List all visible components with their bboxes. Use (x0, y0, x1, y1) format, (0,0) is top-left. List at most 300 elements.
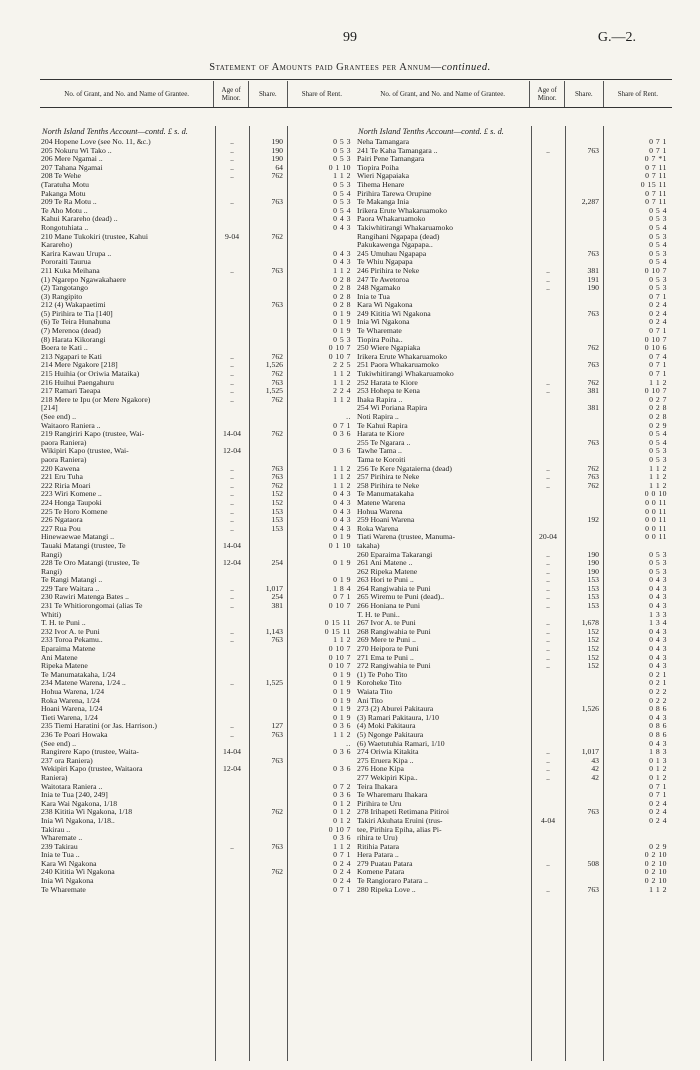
share-value (565, 525, 603, 534)
share-value (565, 722, 603, 731)
grantee-name: 231 Te Whitiorongomai (alias Te (41, 602, 143, 611)
rent-value: 0 7 1 (649, 138, 667, 146)
table-row (356, 765, 672, 774)
rent-value: 0 15 11 (640, 180, 667, 189)
table-row (40, 318, 356, 327)
minor-age (531, 301, 565, 310)
rent-value (287, 456, 356, 465)
share-value (249, 327, 287, 336)
grantee-name: T. H. te Puni .. (41, 619, 86, 628)
grantee-name: 227 Rua Pou (41, 524, 81, 533)
minor-age (531, 215, 565, 224)
grantee-name: Hoani Warena, 1/24 (41, 705, 103, 714)
table-row (40, 181, 356, 190)
share-value (249, 886, 287, 895)
rent-value: 0 5 3 (649, 275, 667, 284)
rent-value: 1 1 2 (333, 730, 351, 739)
share-value: 762 (271, 395, 283, 404)
share-value: 190 (587, 550, 599, 559)
grantee-name: 269 Mere te Puni .. (357, 636, 416, 645)
share-value: 763 (587, 309, 599, 318)
table-row (356, 318, 672, 327)
table-row (40, 422, 356, 431)
share-value: 191 (587, 275, 599, 284)
rent-value: 0 3 6 (333, 430, 351, 439)
minor-age: .. (230, 138, 234, 146)
minor-age (215, 808, 249, 817)
minor-age: .. (546, 602, 550, 611)
share-value: 42 (591, 773, 599, 782)
table-row (40, 619, 356, 628)
rent-value: 0 15 11 (324, 627, 351, 636)
minor-age: .. (230, 172, 234, 181)
rent-value: 0 2 4 (649, 309, 667, 318)
table-row (40, 482, 356, 491)
share-value (565, 783, 603, 792)
rent-value: 1 3 4 (649, 619, 667, 628)
grantee-name: 220 Kawena (41, 464, 80, 473)
header-name: No. of Grant, and No. and Name of Grantee. (356, 81, 530, 107)
minor-age: .. (546, 464, 550, 473)
minor-age: .. (546, 266, 550, 275)
rent-value: 0 5 3 (649, 550, 667, 559)
rent-value: 0 2 1 (649, 679, 667, 688)
grantee-name: 279 Puatau Patara (357, 859, 413, 868)
grantee-name: Tiati Warena (trustee, Manuma- (357, 533, 456, 542)
minor-age (215, 886, 249, 895)
rent-value: 0 2 9 (649, 842, 667, 851)
grantee-name: Boera te Kati .. (41, 344, 88, 353)
rent-value: 0 3 6 (333, 834, 351, 843)
table-row (40, 679, 356, 688)
table-row (40, 284, 356, 293)
share-value (565, 714, 603, 723)
grantee-name: 247 Te Awetoroa (357, 275, 409, 284)
minor-age (531, 370, 565, 379)
share-value (249, 740, 287, 749)
table-row (356, 379, 672, 388)
grantee-name: Inia te Tua [240, 249] (41, 791, 108, 800)
rent-value: 0 1 2 (333, 816, 351, 825)
share-value (565, 422, 603, 431)
rent-value (287, 404, 356, 413)
rent-value: 0 3 6 (333, 722, 351, 731)
share-value (249, 697, 287, 706)
grantee-name: 236 Te Poari Howaka (41, 730, 108, 739)
table-row (356, 791, 672, 800)
rent-value: 0 5 3 (333, 198, 351, 207)
minor-age (215, 327, 249, 336)
share-value (249, 826, 287, 835)
rent-value: 0 5 3 (649, 455, 667, 464)
share-value (565, 396, 603, 405)
minor-age (531, 155, 565, 164)
share-value (565, 508, 603, 517)
table-row (40, 886, 356, 895)
table-row (40, 215, 356, 224)
grantee-name: 222 Riria Moari (41, 481, 91, 490)
minor-age (531, 310, 565, 319)
minor-age (215, 817, 249, 826)
share-value: 763 (271, 636, 283, 645)
share-value: 152 (587, 653, 599, 662)
table-row (356, 198, 672, 207)
grantee-name: Tiopira Poiha.. (357, 335, 403, 344)
table-row (40, 490, 356, 499)
table-row (356, 602, 672, 611)
share-value: 1,017 (581, 748, 599, 757)
share-value: 763 (587, 249, 599, 258)
table-row (356, 654, 672, 663)
grantee-name: Inia Wi Ngakona (41, 877, 94, 886)
share-value: 762 (271, 172, 283, 181)
table-row (40, 740, 356, 749)
grantee-name: 259 Hoani Warena (357, 516, 415, 525)
table-row (356, 147, 672, 156)
rent-value: 0 4 3 (649, 627, 667, 636)
table-row (40, 817, 356, 826)
table-row (40, 525, 356, 534)
rent-value: 0 10 7 (328, 352, 351, 361)
rent-value: 0 2 8 (649, 413, 667, 421)
minor-age: .. (230, 163, 234, 172)
minor-age (531, 404, 565, 413)
rent-value (287, 439, 356, 448)
minor-age: 14-04 (223, 541, 241, 550)
table-row (40, 224, 356, 233)
minor-age (531, 499, 565, 508)
minor-age (215, 877, 249, 886)
grantee-name: Eparaima Matene (41, 645, 96, 654)
right-lsd-label: £ s. d. (483, 127, 504, 136)
grantee-name: Ani Tito (357, 696, 383, 705)
rent-value: 0 2 4 (333, 877, 351, 886)
rent-value: 0 1 9 (333, 533, 351, 542)
share-value (565, 293, 603, 302)
grantee-name: (3) Ramari Pakitaura, 1/10 (357, 713, 439, 722)
grantee-name: 218 Mere te Ipu (or Mere Ngakore) (41, 395, 151, 404)
right-body (356, 126, 672, 1061)
minor-age (215, 551, 249, 560)
table-row (356, 757, 672, 766)
rent-value: 0 5 3 (333, 180, 351, 189)
share-value (249, 422, 287, 431)
rent-value: 0 5 3 (649, 567, 667, 576)
grantee-name: Inia Wi Ngakona (357, 318, 410, 327)
rent-value: 0 1 10 (328, 163, 351, 172)
minor-age: .. (230, 266, 234, 275)
minor-age (531, 318, 565, 327)
rent-value: 0 0 11 (645, 533, 667, 542)
minor-age: .. (230, 730, 234, 739)
minor-age (215, 284, 249, 293)
minor-age: .. (546, 559, 550, 568)
minor-age: .. (230, 593, 234, 602)
rent-value: 1 8 3 (649, 748, 667, 757)
rent-value: 0 7 1 (649, 782, 667, 791)
table-row (356, 172, 672, 181)
rent-value: 0 5 3 (649, 559, 667, 568)
table-row (356, 344, 672, 353)
grantee-name: Irikera Erute Whakaruamoko (357, 352, 447, 361)
rent-value: 0 7 1 (333, 421, 351, 430)
grantee-name: Koroheke Tito (357, 679, 402, 688)
page-number: 99 (343, 30, 357, 45)
grantee-name: Rangirere Kapo (trustee, Waita- (41, 748, 139, 757)
minor-age (531, 731, 565, 740)
table-row (356, 808, 672, 817)
minor-age: .. (230, 602, 234, 611)
grantee-name: Tiopira Poiha (357, 163, 399, 172)
rent-value: 0 5 4 (649, 258, 667, 267)
minor-age: .. (546, 481, 550, 490)
minor-age (531, 843, 565, 852)
header-rent: Share of Rent. (617, 90, 658, 98)
header-name: No. of Grant, and No. and Name of Grantee. (40, 81, 214, 107)
table-row (356, 276, 672, 285)
rent-value: 0 7 1 (649, 292, 667, 301)
rent-value (603, 542, 672, 551)
table-row (356, 465, 672, 474)
rent-value: 0 1 9 (333, 705, 351, 714)
grantee-name: takaha) (357, 541, 380, 550)
rent-value: 0 2 10 (644, 859, 667, 868)
table-row (356, 516, 672, 525)
minor-age (531, 714, 565, 723)
minor-age (215, 250, 249, 259)
rent-value: 0 1 9 (333, 713, 351, 722)
minor-age: .. (546, 473, 550, 482)
rent-value: 0 5 3 (649, 215, 667, 224)
share-value (565, 413, 603, 422)
minor-age (531, 826, 565, 835)
share-value: 254 (271, 559, 283, 568)
grantee-name: 208 Te Wehe (41, 172, 81, 181)
rent-value (287, 774, 356, 783)
table-row (356, 284, 672, 293)
minor-age (531, 336, 565, 345)
share-value: 763 (271, 464, 283, 473)
grantee-name: Waitotara Raniera .. (41, 782, 103, 791)
minor-age (531, 439, 565, 448)
rent-value: 0 5 3 (649, 284, 667, 293)
rent-value: 0 7 11 (645, 163, 667, 172)
share-value: 153 (271, 524, 283, 533)
rent-value (287, 241, 356, 250)
rent-value: 1 1 2 (333, 473, 351, 482)
share-value (249, 241, 287, 250)
minor-age (531, 422, 565, 431)
rent-value: 0 5 4 (649, 223, 667, 232)
minor-age (215, 224, 249, 233)
rent-value: 0 2 2 (649, 696, 667, 705)
minor-age: .. (546, 645, 550, 654)
grantee-name: 272 Rangiwahia te Puni (357, 662, 431, 671)
grantee-name: Ritihia Patara (357, 842, 400, 851)
share-value (249, 619, 287, 628)
table-row (356, 370, 672, 379)
minor-age: .. (230, 524, 234, 533)
share-value (565, 826, 603, 835)
right-section-title: North Island Tenths Account—contd. (358, 127, 482, 136)
minor-age (215, 662, 249, 671)
table-row (40, 404, 356, 413)
rent-value: 0 10 7 (644, 387, 667, 396)
rent-value: 0 0 11 (645, 498, 667, 507)
table-row (40, 370, 356, 379)
table-row (356, 843, 672, 852)
rent-value: 0 1 2 (649, 773, 667, 782)
grantee-name: Te Manumatakaha, 1/24 (41, 670, 116, 679)
table-row (40, 361, 356, 370)
share-value: 763 (271, 473, 283, 482)
share-value: 763 (271, 842, 283, 851)
grantee-name: Te Manumatakaha (357, 490, 414, 499)
share-value (249, 447, 287, 456)
share-value: 762 (271, 232, 283, 241)
table-row (356, 697, 672, 706)
rent-value: 0 1 3 (649, 756, 667, 765)
minor-age: .. (230, 395, 234, 404)
share-value: 763 (587, 473, 599, 482)
rent-value: 0 4 3 (649, 602, 667, 611)
minor-age (215, 215, 249, 224)
rent-value: 0 7 1 (333, 851, 351, 860)
share-value (565, 697, 603, 706)
grantee-name: paora Raniera) (41, 438, 87, 447)
rent-value: 0 4 3 (649, 645, 667, 654)
table-row (356, 636, 672, 645)
table-row (356, 688, 672, 697)
share-value (565, 224, 603, 233)
table-row (356, 482, 672, 491)
rent-value: 0 4 3 (333, 258, 351, 267)
share-value: 763 (271, 198, 283, 207)
rent-value: 0 5 3 (649, 447, 667, 456)
grantee-name: Inia te Tua .. (41, 851, 80, 860)
minor-age (531, 258, 565, 267)
share-value (249, 276, 287, 285)
rent-value: 0 10 7 (328, 344, 351, 353)
grantee-name: Matene Warena (357, 498, 406, 507)
rent-value: 0 8 6 (649, 722, 667, 731)
table-row (40, 327, 356, 336)
table-row (40, 387, 356, 396)
minor-age: .. (230, 387, 234, 396)
minor-age (531, 361, 565, 370)
grantee-name: Pororaiti Taurua (41, 258, 91, 267)
top-rule (40, 79, 672, 80)
rent-value: 0 7 2 (333, 782, 351, 791)
share-value (565, 499, 603, 508)
table-row (40, 671, 356, 680)
minor-age: .. (230, 842, 234, 851)
share-value: 763 (271, 301, 283, 310)
minor-age: .. (546, 619, 550, 628)
grantee-name: Rangi) (41, 567, 62, 576)
share-value: 153 (587, 576, 599, 585)
share-value (565, 172, 603, 181)
share-value (565, 791, 603, 800)
rent-value: 0 1 9 (333, 327, 351, 336)
share-value: 190 (587, 567, 599, 576)
minor-age: .. (546, 773, 550, 782)
grantee-name: 214 Mere Ngakore [218] (41, 361, 118, 370)
minor-age (531, 697, 565, 706)
table-row (40, 198, 356, 207)
grantee-name: 240 Kititia Wi Ngakona (41, 868, 115, 877)
grantee-name: Te Aho Motu .. (41, 206, 88, 215)
grantee-name: Pakukawenga Ngapapa.. (357, 241, 433, 250)
table-row (356, 190, 672, 199)
minor-age (531, 800, 565, 809)
share-value: 762 (587, 481, 599, 490)
minor-age: .. (546, 284, 550, 293)
minor-age (531, 542, 565, 551)
share-value (565, 679, 603, 688)
rent-value: 1 1 2 (333, 636, 351, 645)
minor-age: .. (546, 627, 550, 636)
rent-value: 0 2 4 (649, 808, 667, 817)
rent-value: 0 5 3 (649, 232, 667, 241)
table-row (356, 241, 672, 250)
grantee-name: 217 Ramari Taeapa (41, 387, 101, 396)
share-value: 763 (587, 146, 599, 155)
grantee-name: 256 Te Kere Ngataierna (dead) (357, 464, 452, 473)
rent-value: 0 1 2 (649, 765, 667, 774)
rent-value (287, 551, 356, 560)
share-value (565, 258, 603, 267)
minor-age (531, 679, 565, 688)
minor-age (531, 164, 565, 173)
grantee-name: Te Wharemate (357, 327, 402, 336)
grantee-name: (7) Merenoa (dead) (41, 327, 101, 336)
share-value (565, 447, 603, 456)
table-row (356, 224, 672, 233)
minor-age (531, 490, 565, 499)
rent-value: 0 5 4 (649, 430, 667, 439)
share-value (249, 310, 287, 319)
grantee-name: 268 Rangiwahia te Puni (357, 627, 431, 636)
table-row (356, 551, 672, 560)
share-value (249, 293, 287, 302)
minor-age (531, 138, 565, 147)
rent-value: 0 7 1 (649, 370, 667, 379)
grantee-name: T. H. te Puni.. (357, 610, 400, 619)
rent-value: 0 10 7 (644, 266, 667, 275)
grantee-name: 251 Paora Whakaruamoko (357, 361, 439, 370)
share-value (565, 834, 603, 843)
rent-value: .. (346, 413, 351, 421)
minor-age: .. (546, 859, 550, 868)
share-value: 153 (271, 516, 283, 525)
grantee-name: Teira Ihakara (357, 782, 398, 791)
rent-value: 0 2 4 (333, 859, 351, 868)
table-row (356, 748, 672, 757)
share-value: 1,017 (265, 584, 283, 593)
minor-age (215, 276, 249, 285)
grantee-name: 270 Heipora te Puni (357, 645, 419, 654)
rent-value: 0 0 11 (645, 507, 667, 516)
rent-value: 1 1 2 (333, 172, 351, 181)
table-row (40, 439, 356, 448)
grantee-name: Kara Wi Ngakona (41, 859, 97, 868)
minor-age (215, 868, 249, 877)
table-row (40, 602, 356, 611)
minor-age (531, 190, 565, 199)
rent-value: 0 2 4 (649, 301, 667, 310)
grantee-name: 237 ora Raniera) (41, 756, 93, 765)
